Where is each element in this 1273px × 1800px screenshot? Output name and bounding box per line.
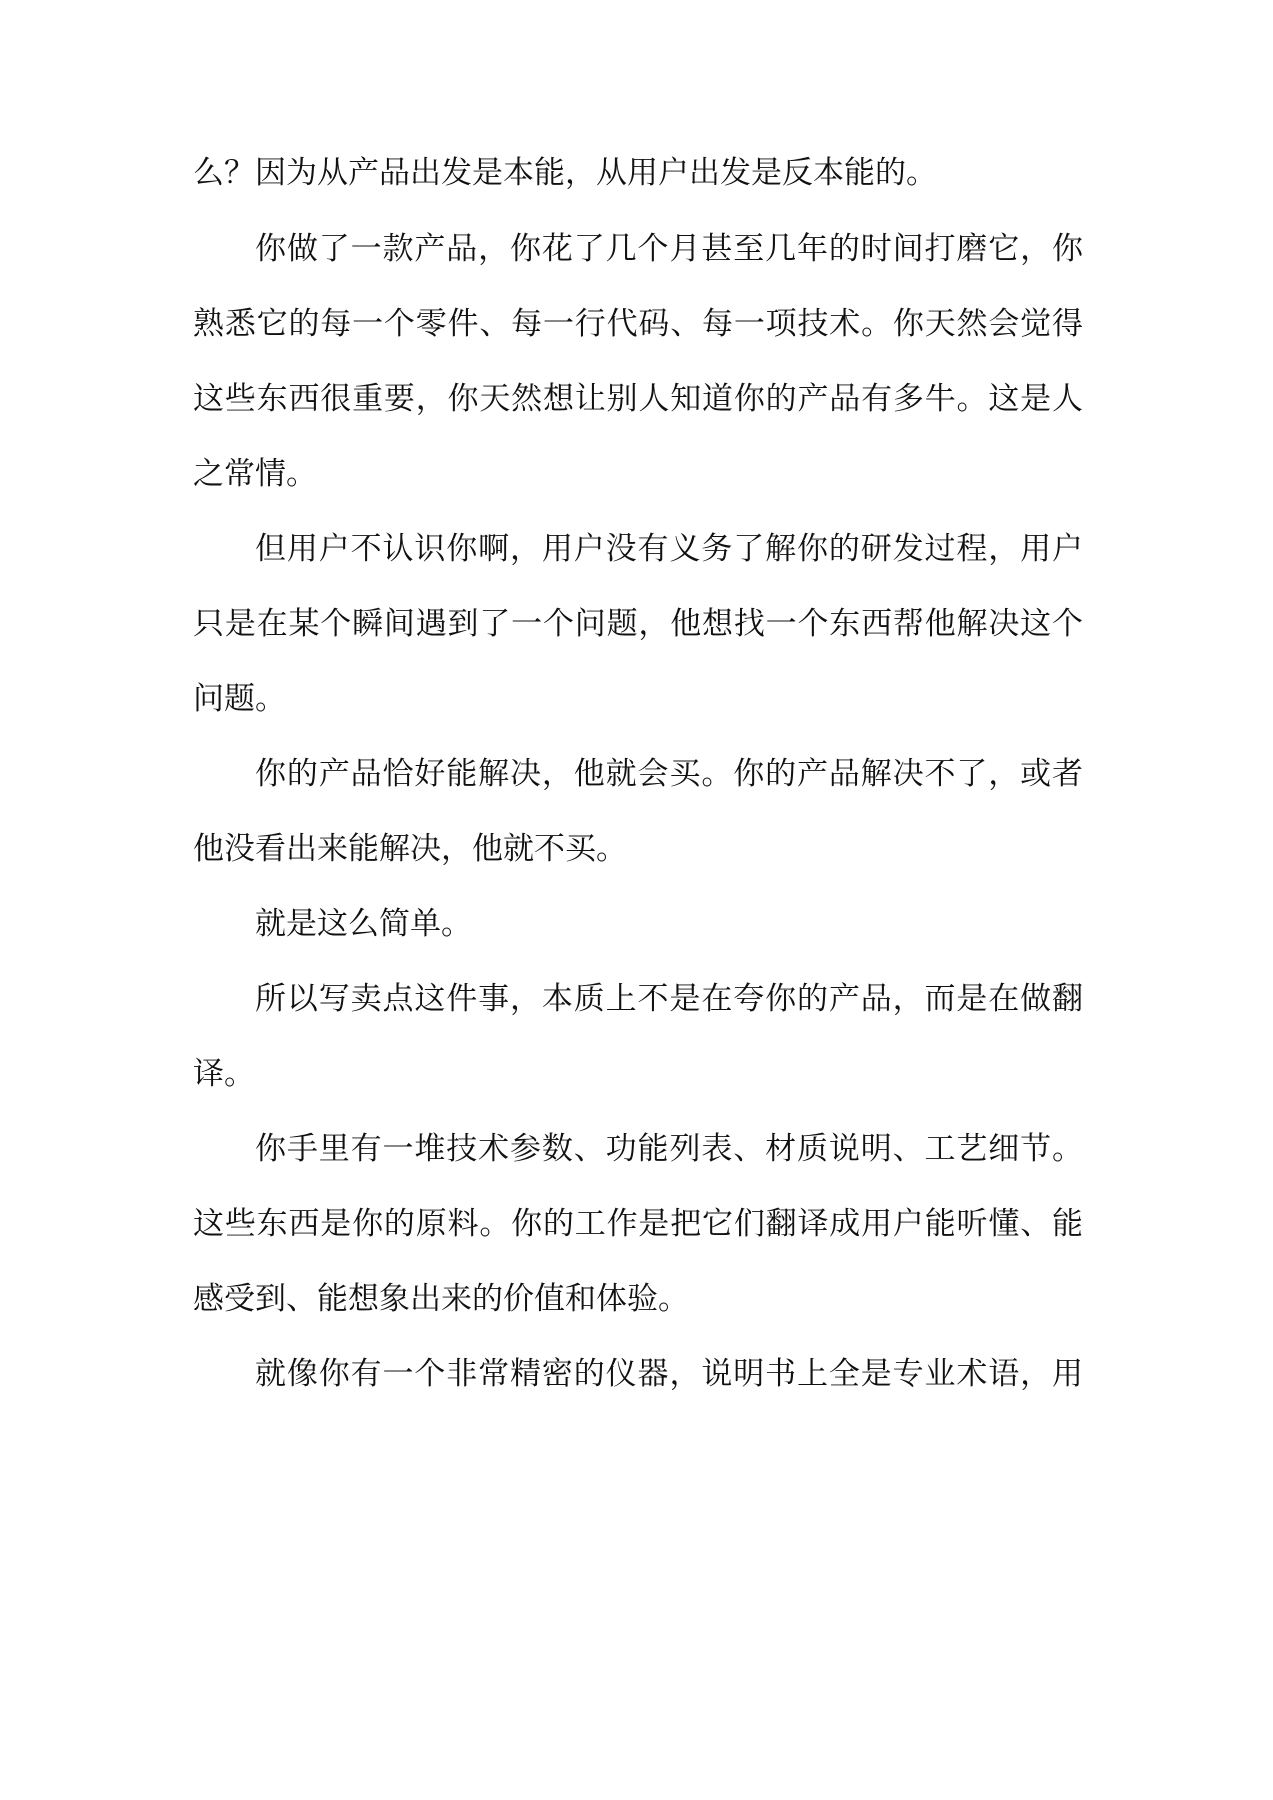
text-line: 只是在某个瞬间遇到了一个问题，他想找一个东西帮他解决这个 xyxy=(193,606,1083,642)
text-line: 感受到、能想象出来的价值和体验。 xyxy=(193,1281,689,1317)
text-line: 他没看出来能解决，他就不买。 xyxy=(193,831,627,867)
text-line: 你的产品恰好能解决，他就会买。你的产品解决不了，或者 xyxy=(255,756,1083,792)
text-line: 译。 xyxy=(193,1056,255,1092)
text-line: 熟悉它的每一个零件、每一行代码、每一项技术。你天然会觉得 xyxy=(193,306,1083,342)
text-line: 之常情。 xyxy=(193,456,317,492)
text-line: 你手里有一堆技术参数、功能列表、材质说明、工艺细节。 xyxy=(255,1131,1083,1167)
text-line: 问题。 xyxy=(193,681,286,717)
document-page xyxy=(193,0,1083,1800)
text-line: 但用户不认识你啊，用户没有义务了解你的研发过程，用户 xyxy=(255,531,1083,567)
text-line: 这些东西是你的原料。你的工作是把它们翻译成用户能听懂、能 xyxy=(193,1206,1083,1242)
text-line: 所以写卖点这件事，本质上不是在夸你的产品，而是在做翻 xyxy=(255,981,1083,1017)
text-line: 就像你有一个非常精密的仪器，说明书上全是专业术语，用 xyxy=(255,1356,1083,1392)
text-line: 就是这么简单。 xyxy=(255,906,472,942)
text-line: 么？因为从产品出发是本能，从用户出发是反本能的。 xyxy=(193,155,937,191)
text-line: 你做了一款产品，你花了几个月甚至几年的时间打磨它，你 xyxy=(255,231,1083,267)
text-line: 这些东西很重要，你天然想让别人知道你的产品有多牛。这是人 xyxy=(193,381,1083,417)
